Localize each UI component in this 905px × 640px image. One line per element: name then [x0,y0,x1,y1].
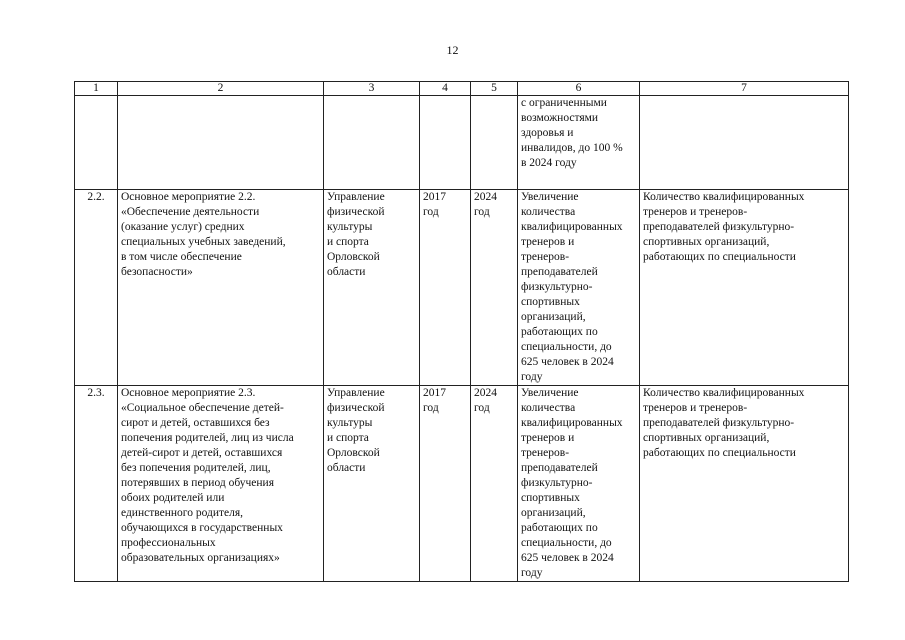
column-number-2: 2 [118,82,324,96]
indicator-cell: Количество квалифицированных тренеров и тренеров- преподавателей физкультурно- спортивных организаций, работающих по специальности [640,386,849,582]
start-year-cell: 2017 год [420,386,471,582]
table-row [75,96,849,190]
row-number: 2.2. [75,190,118,386]
activity-cell: Основное мероприятие 2.2. «Обеспечение деятельности (оказание услуг) средних специальных учебных заведений, в том числе обеспечение безопасности» [118,190,324,386]
row-number [75,96,118,190]
executor-cell: Управление физической культуры и спорта Орловской области [324,190,420,386]
column-number-4: 4 [420,82,471,96]
program-activities-table [74,81,849,582]
executor-cell [324,96,420,190]
table-row [75,386,849,582]
column-number-5: 5 [471,82,518,96]
column-number-7: 7 [640,82,849,96]
row-number: 2.3. [75,386,118,582]
expected-result-cell: Увеличение количества квалифицированных тренеров и тренеров- преподавателей физкультурно- спортивных организаций, работающих по специальности, до 625 человек в 2024 году [518,190,640,386]
column-number-3: 3 [324,82,420,96]
indicator-cell [640,96,849,190]
end-year-cell: 2024 год [471,386,518,582]
page-number: 12 [446,43,459,57]
table-row [75,190,849,386]
indicator-cell: Количество квалифицированных тренеров и тренеров- преподавателей физкультурно- спортивных организаций, работающих по специальности [640,190,849,386]
start-year-cell: 2017 год [420,190,471,386]
end-year-cell: 2024 год [471,190,518,386]
executor-cell: Управление физической культуры и спорта Орловской области [324,386,420,582]
column-number-row [75,82,849,96]
expected-result-cell: с ограниченными возможностями здоровья и инвалидов, до 100 % в 2024 году [518,96,640,190]
end-year-cell [471,96,518,190]
column-number-1: 1 [75,82,118,96]
activity-cell [118,96,324,190]
expected-result-cell: Увеличение количества квалифицированных тренеров и тренеров- преподавателей физкультурно- спортивных организаций, работающих по специальности, до 625 человек в 2024 году [518,386,640,582]
start-year-cell [420,96,471,190]
activity-cell: Основное мероприятие 2.3. «Социальное обеспечение детей- сирот и детей, оставшихся без попечения родителей, лиц из числа детей-сирот и детей, оставшихся без попечения родителей, лиц, потерявших в период обучения обоих родителей или единственного родителя, обучающихся в государственных профессиональных образовательных организациях» [118,386,324,582]
column-number-6: 6 [518,82,640,96]
